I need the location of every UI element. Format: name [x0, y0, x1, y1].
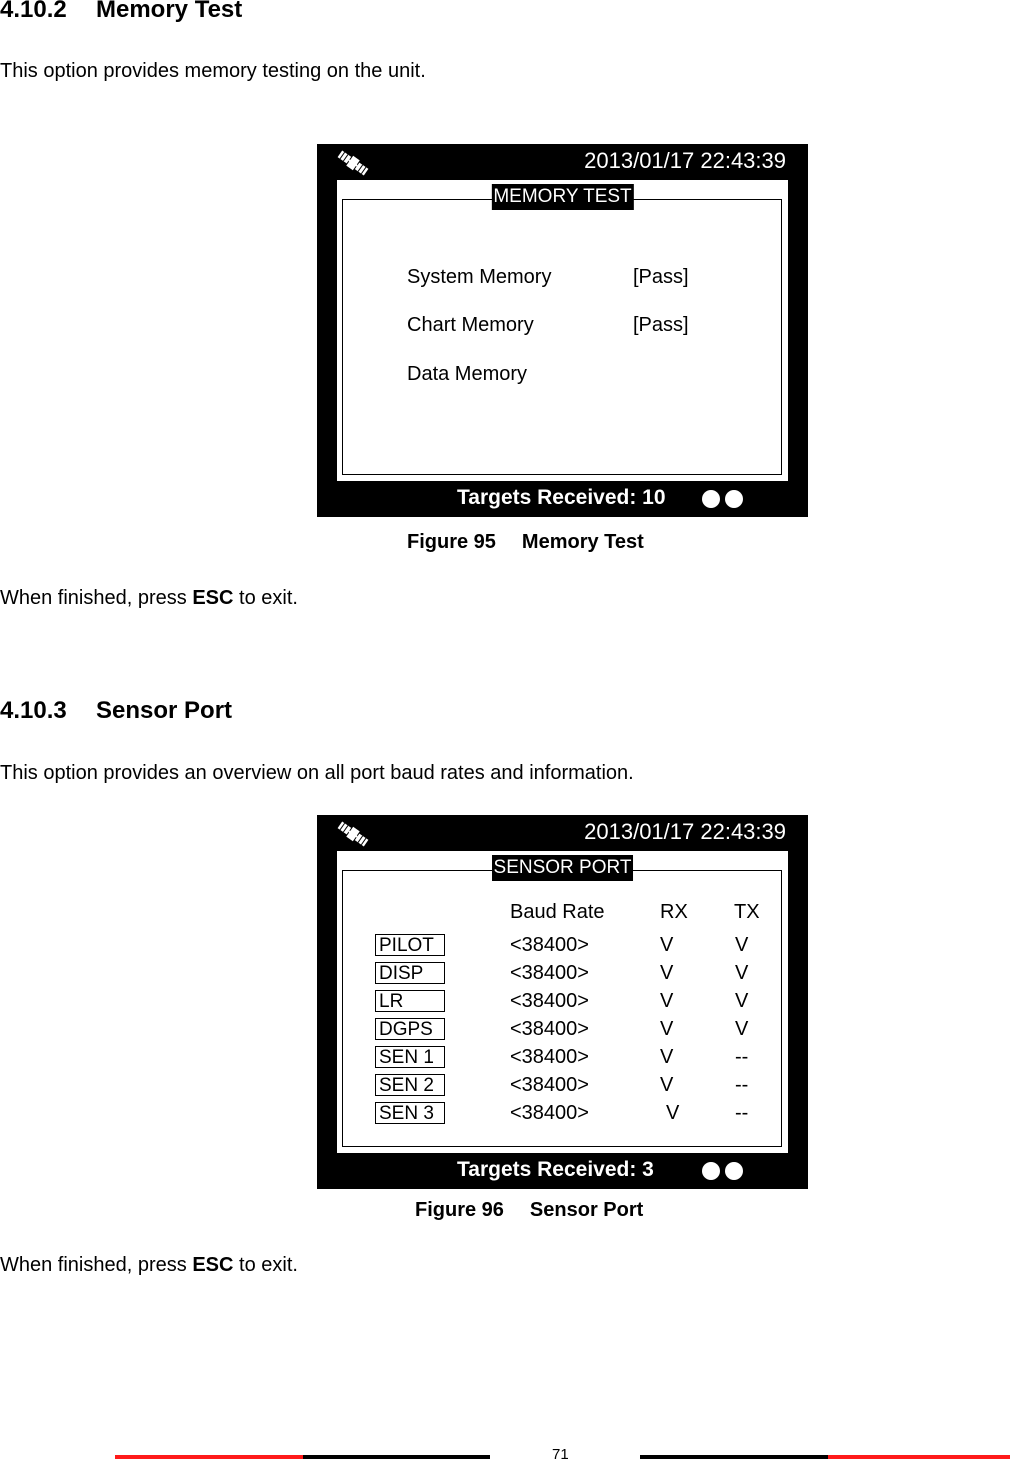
targets-received: Targets Received: 10 — [457, 486, 666, 509]
port-rx: V — [666, 1102, 680, 1124]
port-rx: V — [660, 1046, 674, 1068]
section-intro: This option provides memory testing on the unit. — [0, 60, 426, 82]
memory-label: System Memory — [407, 266, 552, 288]
port-baud: <38400> — [510, 1102, 589, 1124]
port-rx: V — [660, 934, 674, 956]
section-intro: This option provides an overview on all port baud rates and information. — [0, 762, 634, 784]
outro-text: When finished, press — [0, 587, 187, 609]
footer-bar-red-left — [115, 1455, 303, 1459]
satellite-icon — [335, 148, 371, 178]
figure-number: Figure 96 — [415, 1199, 504, 1221]
column-header-tx: TX — [734, 901, 760, 923]
status-dot-icon — [725, 490, 743, 508]
port-name: SEN 3 — [375, 1102, 445, 1124]
section-heading-sensor-port — [0, 697, 232, 725]
port-baud: <38400> — [510, 934, 589, 956]
status-dot-icon — [725, 1162, 743, 1180]
port-baud: <38400> — [510, 1074, 589, 1096]
memory-status: [Pass] — [633, 314, 689, 336]
port-tx: V — [735, 1018, 749, 1040]
port-name: DISP — [375, 962, 445, 984]
memory-test-screen — [317, 144, 808, 517]
port-name: DGPS — [375, 1018, 445, 1040]
outro-text: to exit. — [239, 587, 298, 609]
section-number: 4.10.3 — [0, 697, 67, 724]
satellite-icon — [335, 819, 371, 849]
clock: 2013/01/17 22:43:39 — [584, 819, 786, 844]
memory-status: [Pass] — [633, 266, 689, 288]
page-number: 71 — [552, 1446, 569, 1463]
status-dot-icon — [702, 490, 720, 508]
section-number: 4.10.2 — [0, 0, 67, 23]
section-heading-memory-test — [0, 0, 242, 24]
port-rx: V — [660, 990, 674, 1012]
column-header-rx: RX — [660, 901, 688, 923]
port-tx: -- — [735, 1074, 749, 1096]
figure-caption — [415, 1199, 643, 1222]
esc-key-label: ESC — [192, 587, 234, 609]
port-tx: V — [735, 962, 749, 984]
screen-panel — [337, 180, 788, 481]
targets-received: Targets Received: 3 — [457, 1158, 654, 1181]
memory-row-system — [407, 266, 689, 289]
port-baud: <38400> — [510, 990, 589, 1012]
memory-label: Data Memory — [407, 363, 528, 385]
esc-key-label: ESC — [192, 1254, 234, 1276]
footer-bar-red-right — [828, 1455, 1010, 1459]
section-title: Memory Test — [96, 0, 243, 23]
memory-row-chart — [407, 314, 689, 337]
port-tx: -- — [735, 1102, 749, 1124]
screen-frame — [342, 199, 782, 475]
clock: 2013/01/17 22:43:39 — [584, 148, 786, 173]
port-baud: <38400> — [510, 1046, 589, 1068]
section-outro — [0, 1254, 298, 1277]
port-name: SEN 2 — [375, 1074, 445, 1096]
outro-text: to exit. — [239, 1254, 298, 1276]
section-outro — [0, 587, 298, 610]
footer-bar-black-right — [640, 1455, 828, 1459]
port-tx: -- — [735, 1046, 749, 1068]
outro-text: When finished, press — [0, 1254, 187, 1276]
screen-title: MEMORY TEST — [491, 184, 633, 210]
memory-label: Chart Memory — [407, 314, 534, 336]
figure-caption — [407, 531, 644, 554]
port-name: PILOT — [375, 934, 445, 956]
port-rx: V — [660, 1018, 674, 1040]
port-name: LR — [375, 990, 445, 1012]
screen-footer — [317, 485, 808, 513]
port-baud: <38400> — [510, 1018, 589, 1040]
footer-bar-black-left — [303, 1455, 490, 1459]
port-rx: V — [660, 1074, 674, 1096]
figure-number: Figure 95 — [407, 531, 496, 553]
figure-title: Memory Test — [521, 531, 644, 553]
port-baud: <38400> — [510, 962, 589, 984]
screen-footer — [317, 1157, 808, 1185]
port-tx: V — [735, 934, 749, 956]
figure-title: Sensor Port — [529, 1199, 644, 1221]
section-title: Sensor Port — [96, 697, 233, 724]
memory-row-data — [407, 363, 527, 386]
sensor-port-screen — [317, 815, 808, 1189]
screen-panel — [337, 851, 788, 1153]
status-dot-icon — [702, 1162, 720, 1180]
port-name: SEN 1 — [375, 1046, 445, 1068]
screen-title: SENSOR PORT — [492, 855, 634, 881]
port-rx: V — [660, 962, 674, 984]
port-tx: V — [735, 990, 749, 1012]
column-header-baud: Baud Rate — [510, 901, 605, 923]
